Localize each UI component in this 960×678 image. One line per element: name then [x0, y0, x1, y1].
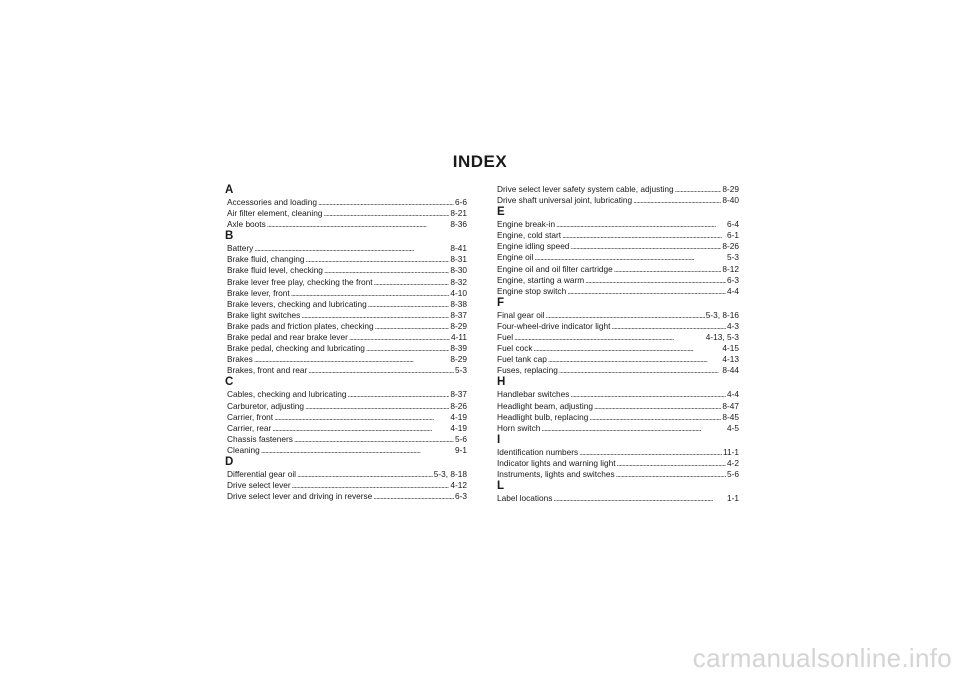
- dot-leader: [308, 365, 454, 376]
- index-entry[interactable]: [225, 434, 467, 445]
- index-entry[interactable]: [497, 447, 739, 458]
- index-page-ref: 4-12: [450, 480, 467, 491]
- index-page-ref: 8-44: [722, 365, 739, 376]
- index-page-ref: 5-3, 8-18: [433, 468, 467, 479]
- dot-leader: [570, 389, 726, 400]
- dot-leader: [633, 195, 721, 206]
- index-entry[interactable]: [497, 365, 739, 376]
- index-term: Brake pedal, checking and lubricating: [227, 343, 365, 354]
- index-entry[interactable]: [225, 254, 467, 265]
- dot-leader: [254, 243, 449, 254]
- index-page-ref: 6-6: [455, 197, 467, 207]
- index-term: Cables, checking and lubricating: [227, 389, 347, 400]
- index-page-ref: 8-29: [450, 320, 467, 331]
- index-entry[interactable]: [497, 195, 739, 206]
- dot-leader: [294, 434, 454, 445]
- index-term: Fuel cock: [497, 343, 533, 354]
- dot-leader: [556, 219, 726, 230]
- index-page-ref: 4-13: [722, 354, 739, 365]
- index-entry[interactable]: [225, 389, 467, 400]
- index-page-ref: 8-29: [722, 184, 739, 194]
- index-page-ref: 5-3: [727, 252, 739, 263]
- dot-leader: [546, 310, 705, 321]
- index-entry[interactable]: [225, 480, 467, 491]
- index-term: Chassis fasteners: [227, 433, 293, 444]
- index-entry[interactable]: [497, 275, 739, 286]
- section-letter: A: [225, 184, 234, 196]
- index-column-right: [497, 184, 739, 504]
- index-entry[interactable]: [497, 321, 739, 332]
- index-page-ref: 5-3: [455, 365, 467, 376]
- dot-leader: [570, 241, 721, 252]
- index-term: Headlight bulb, replacing: [497, 411, 589, 422]
- dot-leader: [514, 332, 705, 343]
- index-term: Drive shaft universal joint, lubricating: [497, 195, 633, 206]
- index-entry[interactable]: [497, 184, 739, 195]
- index-term: Handlebar switches: [497, 389, 570, 400]
- index-term: Drive select lever safety system cable, adjusting: [497, 184, 674, 194]
- index-page-ref: 8-32: [450, 276, 467, 287]
- section-letter: C: [225, 376, 234, 389]
- dot-leader: [349, 332, 450, 343]
- index-entry[interactable]: [225, 299, 467, 310]
- index-page-ref: 8-37: [450, 389, 467, 400]
- dot-leader: [589, 412, 721, 423]
- index-term: Horn switch: [497, 422, 541, 433]
- index-entry[interactable]: [225, 469, 467, 480]
- dot-leader: [368, 299, 450, 310]
- dot-leader: [559, 365, 722, 376]
- index-page-ref: 8-37: [450, 309, 467, 320]
- index-term: Carrier, rear: [227, 422, 272, 433]
- index-term: Fuel: [497, 332, 514, 343]
- index-term: Engine, starting a warm: [497, 274, 585, 285]
- index-page-ref: 5-6: [727, 468, 739, 479]
- section-letter: B: [225, 230, 234, 243]
- dot-leader: [292, 480, 450, 491]
- index-entry[interactable]: [497, 412, 739, 423]
- index-page-ref: 8-31: [450, 254, 467, 265]
- index-page-ref: 6-3: [455, 491, 467, 502]
- index-entry[interactable]: [225, 365, 467, 376]
- index-page-ref: 4-19: [450, 411, 467, 422]
- index-page-ref: 5-3, 8-16: [705, 309, 739, 320]
- dot-leader: [541, 423, 726, 434]
- index-term: Label locations: [497, 493, 553, 504]
- index-page-ref: 6-4: [727, 219, 739, 230]
- index-term: Brake fluid level, checking: [227, 265, 323, 276]
- page-title: INDEX: [452, 152, 508, 171]
- index-page-ref: 8-21: [450, 208, 467, 219]
- index-term: Headlight beam, adjusting: [497, 400, 593, 411]
- dot-leader: [375, 321, 450, 332]
- dot-leader: [297, 469, 433, 480]
- section-letter: D: [225, 455, 234, 468]
- index-term: Brakes: [227, 354, 253, 365]
- index-entry[interactable]: [497, 458, 739, 469]
- index-term: Cleaning: [227, 444, 260, 455]
- index-page-ref: 8-39: [450, 343, 467, 354]
- index-page-ref: 4-4: [727, 285, 739, 296]
- index-page-ref: 5-6: [455, 433, 467, 444]
- index-entry[interactable]: [497, 219, 739, 230]
- index-term: Fuses, replacing: [497, 365, 558, 376]
- index-entry[interactable]: [225, 491, 467, 502]
- index-entry[interactable]: [225, 208, 467, 219]
- index-term: Carrier, front: [227, 411, 274, 422]
- index-page-ref: 6-1: [727, 230, 739, 241]
- index-term: Engine oil: [497, 252, 534, 263]
- index-term: Brake lever free play, checking the front: [227, 276, 373, 287]
- index-term: Final gear oil: [497, 309, 545, 320]
- dot-leader: [347, 389, 449, 400]
- index-page-ref: 8-38: [450, 298, 467, 309]
- index-term: Four-wheel-drive indicator light: [497, 320, 611, 331]
- index-entry[interactable]: [225, 265, 467, 276]
- index-page-ref: 4-13, 5-3: [705, 332, 739, 343]
- dot-leader: [548, 354, 722, 365]
- index-page-ref: 8-12: [722, 263, 739, 274]
- index-entry[interactable]: [225, 310, 467, 321]
- dot-leader: [675, 184, 722, 195]
- dot-leader: [534, 252, 726, 263]
- index-entry[interactable]: [497, 230, 739, 241]
- index-term: Accessories and loading: [227, 197, 317, 207]
- index-term: Indicator lights and warning light: [497, 457, 616, 468]
- index-term: Battery: [227, 243, 254, 254]
- dot-leader: [324, 265, 449, 276]
- index-entry[interactable]: [497, 264, 739, 275]
- index-page-ref: 4-4: [727, 389, 739, 400]
- index-entry[interactable]: [497, 423, 739, 434]
- dot-leader: [366, 343, 449, 354]
- index-term: Brake pads and friction plates, checking: [227, 320, 374, 331]
- section-letter: H: [497, 376, 506, 389]
- dot-leader: [374, 277, 450, 288]
- section-letter: F: [497, 296, 505, 309]
- index-term: Drive select lever: [227, 480, 291, 491]
- index-entry[interactable]: [225, 343, 467, 354]
- index-term: Differential gear oil: [227, 468, 297, 479]
- dot-leader: [323, 208, 449, 219]
- index-page-ref: 4-2: [727, 457, 739, 468]
- index-entry[interactable]: [225, 412, 467, 423]
- index-column-left: [225, 184, 467, 502]
- section-letter: E: [497, 206, 505, 219]
- dot-leader: [553, 493, 726, 504]
- index-page-ref: 4-15: [722, 343, 739, 354]
- index-term: Brakes, front and rear: [227, 365, 308, 376]
- index-term: Engine idling speed: [497, 241, 570, 252]
- index-term: Fuel tank cap: [497, 354, 547, 365]
- index-page-ref: 8-29: [450, 354, 467, 365]
- dot-leader: [594, 401, 721, 412]
- index-term: Engine break-in: [497, 219, 556, 230]
- index-entry[interactable]: [225, 243, 467, 254]
- dot-leader: [611, 321, 726, 332]
- index-page-ref: 8-40: [722, 195, 739, 206]
- index-page-ref: 11-1: [723, 446, 739, 457]
- dot-leader: [318, 197, 454, 208]
- index-page-ref: 6-3: [727, 274, 739, 285]
- dot-leader: [534, 343, 722, 354]
- index-entry[interactable]: [497, 252, 739, 263]
- index-page-ref: 8-36: [450, 219, 467, 230]
- dot-leader: [585, 275, 726, 286]
- dot-leader: [267, 219, 450, 230]
- index-page-ref: 4-5: [727, 422, 739, 433]
- watermark: carmanualsonline.info: [692, 643, 952, 673]
- index-entry[interactable]: [497, 286, 739, 297]
- dot-leader: [373, 491, 454, 502]
- index-entry[interactable]: [497, 389, 739, 400]
- index-entry[interactable]: [225, 197, 467, 208]
- dot-leader: [567, 286, 726, 297]
- index-term: Brake lever, front: [227, 287, 290, 298]
- index-page-ref: 4-10: [450, 287, 467, 298]
- index-term: Brake fluid, changing: [227, 254, 305, 265]
- index-term: Brake levers, checking and lubricating: [227, 298, 367, 309]
- index-page-ref: 1-1: [727, 493, 739, 504]
- index-entry[interactable]: [497, 354, 739, 365]
- index-page-ref: 8-26: [450, 400, 467, 411]
- index-term: Engine oil and oil filter cartridge: [497, 263, 613, 274]
- dot-leader: [579, 447, 722, 458]
- index-entry[interactable]: [497, 310, 739, 321]
- index-term: Brake light switches: [227, 309, 301, 320]
- index-entry[interactable]: [225, 277, 467, 288]
- index-page-ref: 4-3: [727, 320, 739, 331]
- index-entry[interactable]: [497, 332, 739, 343]
- section-letter: L: [497, 480, 505, 493]
- index-entry[interactable]: [225, 354, 467, 365]
- index-page-ref: 8-30: [450, 265, 467, 276]
- index-entry[interactable]: [497, 469, 739, 480]
- dot-leader: [617, 458, 726, 469]
- index-entry[interactable]: [497, 401, 739, 412]
- dot-leader: [616, 469, 726, 480]
- index-page-ref: 8-45: [722, 411, 739, 422]
- index-entry[interactable]: [225, 321, 467, 332]
- dot-leader: [261, 445, 454, 456]
- index-page-ref: 4-11: [451, 332, 467, 343]
- index-entry[interactable]: [497, 241, 739, 252]
- index-entry[interactable]: [225, 401, 467, 412]
- dot-leader: [254, 354, 450, 365]
- index-term: Drive select lever and driving in reverse: [227, 491, 373, 502]
- index-entry[interactable]: [225, 423, 467, 434]
- index-page-ref: 8-47: [722, 400, 739, 411]
- index-term: Engine, cold start: [497, 230, 562, 241]
- dot-leader: [562, 230, 726, 241]
- index-term: Brake pedal and rear brake lever: [227, 332, 348, 343]
- index-page-ref: 8-41: [450, 243, 467, 254]
- section-letter: I: [497, 433, 501, 446]
- index-entry[interactable]: [225, 288, 467, 299]
- dot-leader: [272, 423, 449, 434]
- index-entry[interactable]: [225, 445, 467, 456]
- index-term: Identification numbers: [497, 446, 579, 457]
- dot-leader: [305, 401, 449, 412]
- index-term: Engine stop switch: [497, 285, 567, 296]
- dot-leader: [274, 412, 449, 423]
- dot-leader: [291, 288, 450, 299]
- dot-leader: [614, 264, 722, 275]
- dot-leader: [301, 310, 449, 321]
- index-term: Instruments, lights and switches: [497, 468, 615, 479]
- index-entry[interactable]: [225, 332, 467, 343]
- index-page-ref: 4-19: [450, 422, 467, 433]
- index-term: Axle boots: [227, 219, 266, 230]
- index-page-ref: 9-1: [455, 444, 467, 455]
- index-term: Carburetor, adjusting: [227, 400, 305, 411]
- index-page-ref: 8-26: [722, 241, 739, 252]
- dot-leader: [306, 254, 450, 265]
- index-term: Air filter element, cleaning: [227, 208, 323, 219]
- index-entry[interactable]: [225, 219, 467, 230]
- index-entry[interactable]: [497, 343, 739, 354]
- index-entry[interactable]: [497, 493, 739, 504]
